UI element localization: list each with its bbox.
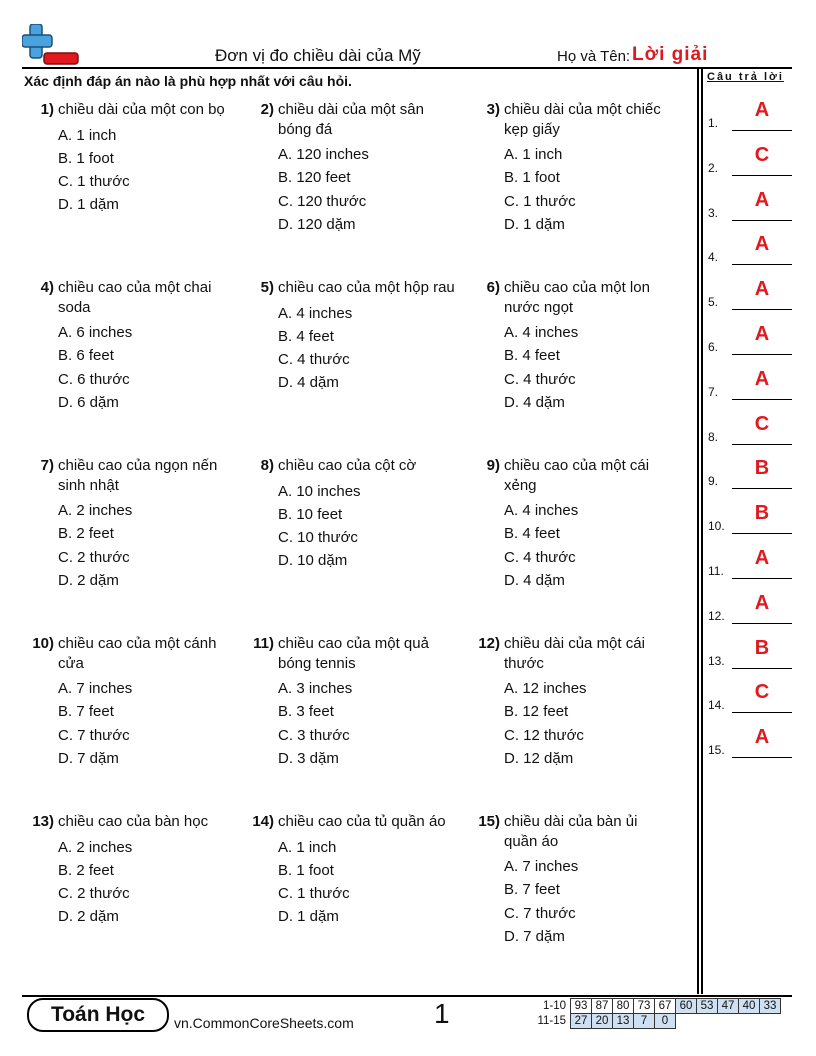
option: B. 4 feet: [278, 327, 334, 345]
option-list: [278, 677, 459, 770]
name-value: Lời giải: [632, 44, 709, 65]
answer-row: [708, 459, 798, 489]
option-list: [278, 480, 459, 573]
answer-number: 7.: [708, 384, 719, 399]
answer-number: 14.: [708, 698, 725, 713]
question: [470, 634, 670, 770]
answer-value: A: [754, 591, 770, 614]
question: [24, 100, 239, 217]
option: B. 2 feet: [58, 525, 114, 543]
question-text: chiều cao của một cánh cửa: [58, 635, 217, 672]
option: D. 4 dặm: [278, 374, 339, 392]
question-text: chiều cao của một cái xẻng: [504, 457, 650, 494]
option: A. 12 inches: [504, 680, 587, 697]
answer-row: [708, 504, 798, 534]
question-number: 5): [260, 279, 274, 296]
option: D. 3 dặm: [278, 749, 339, 767]
option: A. 2 inches: [58, 502, 133, 519]
answer-blank: [732, 175, 792, 176]
option: C. 4 thước: [504, 370, 576, 388]
score-row: [530, 999, 781, 1014]
option-list: [278, 143, 459, 236]
answer-blank: [732, 309, 792, 310]
option: D. 7 dặm: [58, 749, 119, 767]
option: B. 1 foot: [278, 861, 334, 879]
score-row: [530, 1014, 781, 1029]
answer-number: 8.: [708, 429, 719, 444]
answer-number: 13.: [708, 653, 725, 668]
option: A. 1 inch: [504, 146, 563, 163]
answer-value: C: [754, 681, 770, 704]
answer-header: Câu trả lời: [707, 71, 784, 83]
option: D. 1 dặm: [504, 215, 565, 233]
score-cell: 0: [655, 1014, 676, 1029]
answer-number: 9.: [708, 474, 719, 489]
option: B. 120 feet: [278, 169, 351, 187]
score-cell: 53: [697, 999, 718, 1014]
answer-row: [708, 101, 798, 131]
question-number: 7): [40, 457, 54, 474]
option-list: [504, 321, 670, 414]
option-list: [58, 321, 239, 414]
answer-value: A: [754, 278, 770, 301]
option: D. 4 dặm: [504, 393, 565, 411]
option: B. 7 feet: [58, 703, 114, 721]
answer-blank: [732, 578, 792, 579]
score-range-label: 1-10: [542, 1000, 566, 1012]
answer-value: C: [754, 143, 770, 166]
option: C. 7 thước: [504, 904, 576, 922]
answer-number: 2.: [708, 160, 719, 175]
score-cell: 73: [634, 999, 655, 1014]
question: [470, 278, 670, 414]
question-number: 2): [260, 101, 274, 118]
answer-value: A: [754, 726, 770, 749]
answer-blank: [732, 399, 792, 400]
header-rule: [22, 67, 792, 69]
answer-number: 15.: [708, 743, 725, 758]
question-text: chiều cao của ngọn nến sinh nhật: [58, 457, 218, 494]
answer-row: [708, 325, 798, 355]
option: A. 7 inches: [58, 680, 133, 697]
score-range-label: 11-15: [537, 1015, 566, 1027]
option: A. 3 inches: [278, 680, 353, 697]
question-text: chiều cao của một hộp rau: [278, 279, 455, 296]
option-list: [504, 499, 670, 592]
answer-row: [708, 728, 798, 758]
option: B. 6 feet: [58, 347, 114, 365]
question: [470, 456, 670, 592]
answer-value: A: [754, 367, 770, 390]
answer-value: C: [754, 412, 770, 435]
answer-value: A: [754, 233, 770, 256]
question-number: 1): [40, 101, 54, 118]
option: B. 7 feet: [504, 881, 560, 899]
question-text: chiều cao của một quả bóng tennis: [278, 635, 429, 672]
answer-blank: [732, 354, 792, 355]
score-cell: 87: [592, 999, 613, 1014]
option: C. 7 thước: [58, 726, 130, 744]
score-table: [530, 998, 781, 1029]
question: [24, 456, 239, 592]
question-text: chiều cao của cột cờ: [278, 457, 417, 474]
question-number: 14): [252, 813, 274, 830]
question-text: chiều dài của một cái thước: [504, 635, 645, 672]
answer-number: 12.: [708, 608, 725, 623]
option: A. 6 inches: [58, 324, 133, 341]
answer-row: [708, 412, 798, 445]
option-list: [58, 499, 239, 592]
question-text: chiều dài của một con bọ: [58, 101, 225, 118]
answer-divider: [697, 68, 699, 994]
answer-row: [708, 235, 798, 265]
question: [244, 456, 459, 573]
score-cell: 67: [655, 999, 676, 1014]
answer-number: 5.: [708, 295, 719, 310]
answer-row: [708, 636, 798, 669]
answer-row: [708, 280, 798, 310]
answer-value: A: [754, 547, 770, 569]
option: D. 2 dặm: [58, 571, 119, 589]
option: D. 12 dặm: [504, 749, 574, 767]
answer-number: 11.: [708, 564, 724, 578]
option: B. 10 feet: [278, 505, 343, 523]
option: D. 120 dặm: [278, 215, 356, 233]
option: D. 7 dặm: [504, 927, 565, 945]
option: D. 6 dặm: [58, 393, 119, 411]
question-number: 12): [478, 635, 500, 652]
answer-blank: [732, 220, 792, 221]
question-text: chiều cao của một chai soda: [58, 279, 212, 316]
question: [24, 278, 239, 414]
option: D. 10 dặm: [278, 552, 348, 570]
option: C. 2 thước: [58, 548, 130, 566]
answer-number: 4.: [708, 250, 719, 265]
option: C. 6 thước: [58, 370, 130, 388]
score-cell: 20: [592, 1014, 613, 1029]
option: A. 7 inches: [504, 858, 579, 875]
question: [470, 100, 670, 236]
option: B. 2 feet: [58, 861, 114, 879]
option: C. 3 thước: [278, 726, 350, 744]
option: C. 2 thước: [58, 885, 130, 903]
option: C. 12 thước: [504, 726, 584, 744]
answer-number: 6.: [708, 340, 719, 354]
page-number: 1: [434, 998, 450, 1029]
score-cell: 7: [634, 1014, 655, 1029]
option: B. 3 feet: [278, 703, 334, 721]
option: D. 1 dặm: [278, 908, 339, 926]
option: C. 1 thước: [278, 885, 350, 903]
question-number: 11): [253, 635, 274, 652]
score-cell: 40: [739, 999, 760, 1014]
option: D. 2 dặm: [58, 908, 119, 926]
question-number: 4): [40, 279, 54, 296]
option-list: [504, 855, 670, 948]
option: A. 10 inches: [278, 482, 361, 500]
question-number: 13): [32, 813, 54, 830]
answer-value: A: [754, 99, 770, 121]
question-number: 15): [478, 813, 500, 830]
option: A. 4 inches: [504, 502, 579, 519]
option-list: [504, 677, 670, 770]
option: C. 120 thước: [278, 192, 367, 210]
option-list: [58, 836, 239, 929]
question-text: chiều dài của bàn ủi quần áo: [504, 813, 638, 850]
option: B. 4 feet: [504, 347, 560, 365]
option: C. 4 thước: [278, 351, 350, 369]
answer-number: 1.: [708, 116, 719, 130]
question-text: chiều cao của một lon nước ngọt: [504, 279, 650, 316]
answer-value: B: [754, 636, 770, 659]
answer-number: 10.: [708, 519, 725, 534]
answer-row: [708, 367, 798, 400]
score-cell: 33: [760, 999, 781, 1014]
answer-value: B: [754, 502, 770, 525]
question: [244, 812, 459, 929]
answer-value: B: [754, 457, 770, 480]
answer-divider: [701, 68, 703, 994]
question-text: chiều cao của bàn học: [58, 813, 209, 830]
option: D. 1 dặm: [58, 196, 119, 214]
score-cell: 80: [613, 999, 634, 1014]
question-text: chiều cao của tủ quần áo: [278, 813, 446, 830]
option: B. 1 foot: [58, 149, 114, 167]
question: [244, 634, 459, 770]
option: B. 4 feet: [504, 525, 560, 543]
answer-blank: [732, 444, 792, 445]
site-url: vn.CommonCoreSheets.com: [174, 1015, 354, 1031]
option-list: [58, 124, 239, 217]
answer-value: A: [754, 188, 770, 211]
answer-blank: [732, 488, 792, 489]
option: D. 4 dặm: [504, 571, 565, 589]
option-list: [504, 143, 670, 236]
instructions: Xác định đáp án nào là phù hợp nhất với câu hỏi.: [24, 73, 352, 89]
question: [470, 812, 670, 948]
answer-row: [708, 683, 798, 713]
option-list: [278, 302, 459, 395]
name-label: Họ và Tên:: [557, 48, 631, 65]
option: A. 1 inch: [58, 126, 117, 144]
question-number: 9): [486, 457, 500, 474]
answer-row: [708, 188, 798, 221]
plus-minus-logo-icon: [22, 24, 80, 68]
question: [24, 634, 239, 770]
option: A. 120 inches: [278, 146, 369, 163]
question: [24, 812, 239, 929]
option: C. 4 thước: [504, 548, 576, 566]
answer-number: 3.: [708, 205, 719, 220]
question: [244, 100, 459, 236]
option: A. 2 inches: [58, 838, 133, 856]
answer-blank: [732, 130, 792, 131]
question-number: 10): [32, 635, 54, 652]
answer-blank: [732, 533, 792, 534]
answer-row: [708, 143, 798, 176]
option: C. 10 thước: [278, 529, 358, 547]
option-list: [58, 677, 239, 770]
option: B. 12 feet: [504, 703, 569, 721]
score-cell: 47: [718, 999, 739, 1014]
question-number: 6): [486, 279, 500, 296]
page-title: Đơn vị đo chiều dài của Mỹ: [215, 46, 421, 65]
answer-blank: [732, 712, 792, 713]
answer-blank: [732, 623, 792, 624]
option: A. 4 inches: [504, 324, 579, 341]
score-cell: 27: [571, 1014, 592, 1029]
option: B. 1 foot: [504, 169, 560, 187]
question-text: chiều dài của một chiếc kẹp giấy: [504, 101, 661, 138]
question: [244, 278, 459, 395]
answer-row: [708, 591, 798, 624]
answer-blank: [732, 264, 792, 265]
score-cell: 93: [571, 999, 592, 1014]
option-list: [278, 836, 459, 929]
answer-value: A: [754, 323, 770, 345]
answer-blank: [732, 757, 792, 758]
option: C. 1 thước: [504, 192, 576, 210]
option: C. 1 thước: [58, 173, 130, 191]
score-cell: 60: [676, 999, 697, 1014]
option: A. 1 inch: [278, 838, 337, 856]
option: A. 4 inches: [278, 304, 353, 322]
question-number: 8): [260, 457, 274, 474]
answer-row: [708, 549, 798, 579]
answer-blank: [732, 668, 792, 669]
brand-badge: Toán Học: [27, 998, 169, 1032]
footer-rule: [22, 995, 792, 997]
question-number: 3): [486, 101, 500, 118]
score-cell: 13: [613, 1014, 634, 1029]
question-text: chiều dài của một sân bóng đá: [278, 101, 424, 138]
